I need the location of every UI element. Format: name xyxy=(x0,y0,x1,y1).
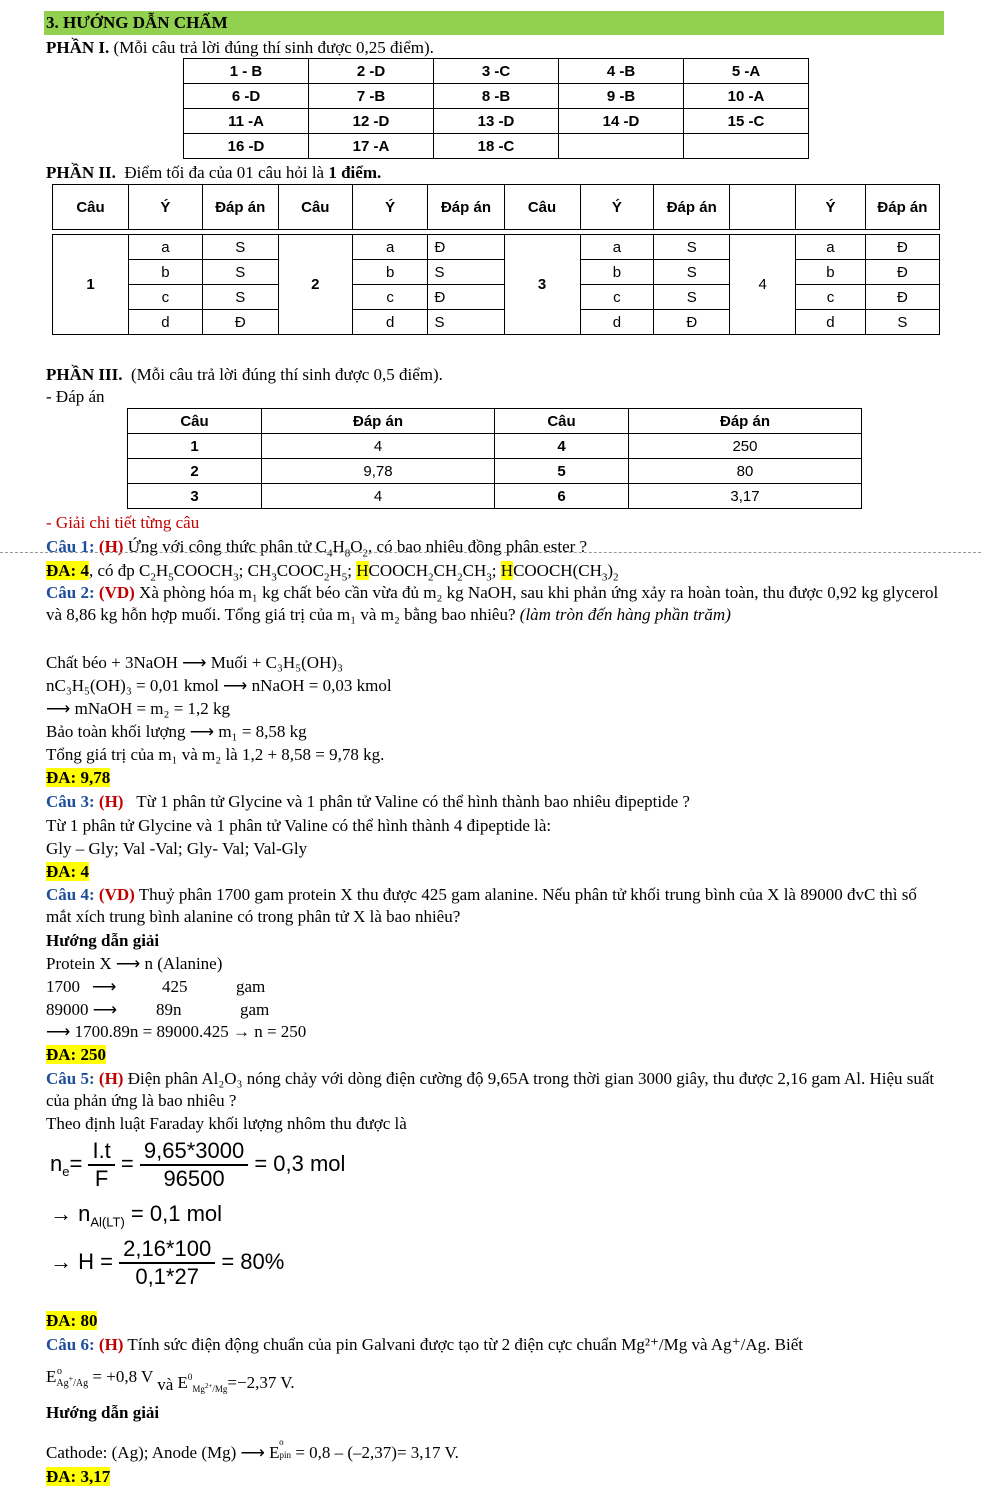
q5-ne-sub: e xyxy=(62,1164,70,1180)
part2-row xyxy=(53,260,940,285)
part3-label: PHẦN III. xyxy=(46,365,123,384)
part2-item-cell: d xyxy=(352,310,428,335)
part1-cell: 18 -C xyxy=(434,134,559,159)
q6-title: Câu 6: xyxy=(46,1335,95,1354)
q1-text-a: Ứng với công thức phân tử C xyxy=(127,537,327,556)
part3-row xyxy=(128,434,862,459)
part1-cell: 4 -B xyxy=(559,59,684,84)
q4-r1-arrow: ⟶ xyxy=(92,977,117,996)
part2-item-cell: b xyxy=(352,260,428,285)
part3-cell: 9,78 xyxy=(262,459,495,484)
part2-item-cell: a xyxy=(580,235,654,260)
part2-item-cell: b xyxy=(580,260,654,285)
part3-note: (Mỗi câu trả lời đúng thí sinh được 0,5 điểm). xyxy=(131,365,443,384)
part3-table xyxy=(127,408,862,509)
q4-line1: Protein X ⟶ n (Alanine) xyxy=(46,954,223,973)
part1-cell: 8 -B xyxy=(434,84,559,109)
part3-cell: 1 xyxy=(128,434,262,459)
section-title: 3. HƯỚNG DẪN CHẤM xyxy=(44,11,944,35)
q5-ne-symbol: n xyxy=(50,1150,63,1176)
part1-cell: 5 -A xyxy=(684,59,809,84)
part2-header: Đáp án xyxy=(428,185,504,230)
part3-header: Câu xyxy=(128,409,262,434)
q5-frac2 xyxy=(140,1138,248,1192)
q5-line1: Theo định luật Faraday khối lượng nhôm thu được là xyxy=(46,1114,407,1133)
part3-cell: 2 xyxy=(128,459,262,484)
q4-guide: Hướng dẫn giải xyxy=(46,931,160,950)
part2-question-cell: 1 xyxy=(53,235,129,335)
part2-item-cell: c xyxy=(580,285,654,310)
part3-cell: 6 xyxy=(494,484,628,509)
q2-answer: ĐA: 9,78 xyxy=(46,768,111,787)
q3-title: Câu 3: xyxy=(46,792,95,811)
part1-cell: 16 -D xyxy=(184,134,309,159)
q4-level: (VD) xyxy=(98,885,135,904)
part3-row xyxy=(128,459,862,484)
q3-answer-wrap xyxy=(46,861,89,883)
q6-potentials: E o $_{Ag^+/Ag}$ = +0,8 V và $E^0_{Mg^{2+}/Mg}=-2,37$ V. xyxy=(46,1366,295,1395)
q5-frac2-num: 9,65*3000 xyxy=(140,1138,248,1166)
q2-line1: Chất béo + 3NaOH ⟶ Muối + C₃H₅(OH)₃ xyxy=(46,653,343,672)
q6-e-ag: = +0,8 V xyxy=(92,1367,153,1386)
detail-label: - Giải chi tiết từng câu xyxy=(46,513,200,532)
part1-cell: 13 -D xyxy=(434,109,559,134)
q5-nal-sub: Al(LT) xyxy=(90,1214,125,1230)
part2-header: Đáp án xyxy=(202,185,278,230)
part2-item-cell: d xyxy=(796,310,866,335)
part2-answer-cell: S xyxy=(654,285,730,310)
part2-header: Câu xyxy=(53,185,129,230)
part1-cell: 14 -D xyxy=(559,109,684,134)
q4-text: Thuỷ phân 1700 gam protein X thu được 425 gam alanine. Nếu phân tử khối trung bình của X là 89000 đvC thì số mắt xích trung bình alanine có trong phân tử X là bao nhiêu? xyxy=(46,885,917,926)
q6-cathode: Cathode: (Ag); Anode (Mg) ⟶ xyxy=(46,1443,265,1462)
part2-header: Ý xyxy=(580,185,654,230)
part3-row xyxy=(128,484,862,509)
part2-note-bold: 1 điểm. xyxy=(328,163,382,182)
part2-answer-cell: Đ xyxy=(202,310,278,335)
part2-item-cell: b xyxy=(129,260,203,285)
part3-header: Đáp án xyxy=(262,409,495,434)
part3-cell: 4 xyxy=(494,434,628,459)
q4-r2-product: 89n xyxy=(156,1000,182,1019)
part3-cell: 5 xyxy=(494,459,628,484)
part1-cell: 2 -D xyxy=(309,59,434,84)
part1-cell: 12 -D xyxy=(309,109,434,134)
dashed-divider xyxy=(0,552,981,553)
part1-label: PHẦN I. xyxy=(46,38,110,57)
part1-row xyxy=(184,134,809,159)
q6-emf: = 0,8 – (–2,37)= 3,17 V. xyxy=(295,1443,459,1462)
q5-formula-ne: $n_e=$ $\frac{I.t}{F}$ = $\frac{9,65*3000}{96500}$ = 0,3 mol xyxy=(50,1138,346,1191)
part2-answer-cell: S xyxy=(428,310,504,335)
part2-answer-cell: Đ xyxy=(865,235,939,260)
q5-h-result: = 80% xyxy=(221,1248,285,1274)
part1-cell: 3 -C xyxy=(434,59,559,84)
part2-label: PHẦN II. xyxy=(46,163,116,182)
part2-answer-cell: Đ xyxy=(865,260,939,285)
part2-answer-cell: S xyxy=(202,285,278,310)
q1-level: (H) xyxy=(98,537,124,556)
part1-cell: 9 -B xyxy=(559,84,684,109)
q2-answer-wrap xyxy=(46,767,110,789)
part1-cell: 17 -A xyxy=(309,134,434,159)
part2-header: Câu xyxy=(278,185,352,230)
part2-item-cell: c xyxy=(352,285,428,310)
q5-nal-result: = 0,1 mol xyxy=(130,1201,223,1226)
part2-header: Câu xyxy=(504,185,580,230)
part3-cell: 80 xyxy=(628,459,861,484)
q3-text: Từ 1 phân tử Glycine và 1 phân tử Valine có thể hình thành bao nhiêu đipeptide ? xyxy=(136,792,690,811)
part2-item-cell: c xyxy=(796,285,866,310)
q2-note: (làm tròn đến hàng phần trăm) xyxy=(519,605,731,624)
part1-cell: 1 - B xyxy=(184,59,309,84)
q1-question: Câu 1: (H) Ứng với công thức phân tử $C_4H_8O_2$, có bao nhiêu đồng phân ester ? xyxy=(46,537,588,560)
q5-answer-wrap xyxy=(46,1310,97,1332)
q6-question xyxy=(46,1334,803,1356)
part1-cell: 6 -D xyxy=(184,84,309,109)
part2-answer-cell: S xyxy=(202,260,278,285)
q5-answer: ĐA: 80 xyxy=(46,1311,98,1330)
q5-frac1-num: I.t xyxy=(88,1138,114,1166)
q3-line2: Gly – Gly; Val -Val; Gly- Val; Val-Gly xyxy=(46,839,308,858)
part2-item-cell: c xyxy=(129,285,203,310)
part2-answer-cell: Đ xyxy=(428,285,504,310)
part1-cell: 15 -C xyxy=(684,109,809,134)
q5-formula-h xyxy=(50,1236,284,1290)
q4-title: Câu 4: xyxy=(46,885,95,904)
q4-question xyxy=(46,884,941,928)
part1-row xyxy=(184,59,809,84)
q2-question xyxy=(46,582,941,626)
q6-guide: Hướng dẫn giải xyxy=(46,1403,160,1422)
part2-note: Điểm tối đa của 01 câu hỏi là xyxy=(124,163,325,182)
part1-cell: 10 -A xyxy=(684,84,809,109)
q4-r1-product: 425 xyxy=(162,977,188,996)
part2-heading xyxy=(46,162,381,184)
q5-frac3-num: 2,16*100 xyxy=(119,1236,215,1264)
q5-frac1 xyxy=(88,1138,114,1192)
part2-item-cell: a xyxy=(796,235,866,260)
q4-row1 xyxy=(46,976,266,998)
part2-question-cell: 4 xyxy=(730,235,796,335)
part1-row xyxy=(184,84,809,109)
part2-item-cell: d xyxy=(129,310,203,335)
q4-r1-mass: 1700 xyxy=(46,977,80,996)
q1-isomers-prefix: , có đp C xyxy=(88,561,151,580)
q1-answer-line: ĐA: 4, có đp $C_2H_5COOCH_3$; $CH_3COOC_2H_5$; $HCOOCH_2CH_2CH_3$; $HCOOCH(CH_3)_2$ xyxy=(46,561,619,584)
q5-h-symbol: → H = xyxy=(50,1248,113,1274)
q6-answer-wrap xyxy=(46,1466,110,1488)
part2-header: Ý xyxy=(796,185,866,230)
q6-text: Tính sức điện động chuẩn của pin Galvani được tạo từ 2 điện cực chuẩn Mg²⁺/Mg và Ag⁺/Ag. Biết xyxy=(127,1335,803,1354)
q2-text: Xà phòng hóa m₁ kg chất béo cần vừa đủ m₂ kg NaOH, sau khi phản ứng xảy ra hoàn toàn, thu được 0,92 kg glycerol và 8,86 kg hỗn hợp muối. Tổng giá trị của m₁ và m₂ bằng bao nhiêu? xyxy=(46,583,939,624)
part2-question-cell: 2 xyxy=(278,235,352,335)
part2-answer-cell: Đ xyxy=(865,285,939,310)
part3-cell: 4 xyxy=(262,484,495,509)
q5-frac3-den: 0,1*27 xyxy=(135,1264,199,1289)
part1-table xyxy=(183,58,809,159)
part2-item-cell: d xyxy=(580,310,654,335)
q5-frac3 xyxy=(119,1236,215,1290)
q4-answer: ĐA: 250 xyxy=(46,1045,106,1064)
q1-title: Câu 1: xyxy=(46,537,95,556)
part2-header: Đáp án xyxy=(865,185,939,230)
part2-answer-cell: S xyxy=(865,310,939,335)
q6-and: và xyxy=(157,1375,174,1394)
part2-header: Đáp án xyxy=(654,185,730,230)
q5-text: Điện phân Al₂O₃ nóng chảy với dòng điện cường độ 9,65A trong thời gian 3000 giây, thu được 2,16 gam Al. Hiệu suất của phản ứng là bao nhiêu ? xyxy=(46,1069,935,1110)
part3-heading xyxy=(46,364,443,386)
part2-table xyxy=(52,184,940,335)
q4-answer-wrap xyxy=(46,1044,106,1066)
part1-cell xyxy=(684,134,809,159)
q3-line1: Từ 1 phân tử Glycine và 1 phân tử Valine có thể hình thành 4 đipeptide là: xyxy=(46,816,552,835)
part1-note: (Mỗi câu trả lời đúng thí sinh được 0,25 điểm). xyxy=(113,38,434,57)
q1-answer: ĐA: 4 xyxy=(46,561,89,580)
q4-r2-mass: 89000 ⟶ xyxy=(46,1000,118,1019)
q6-answer: ĐA: 3,17 xyxy=(46,1467,111,1486)
part2-question-cell: 3 xyxy=(504,235,580,335)
q5-question xyxy=(46,1068,941,1112)
part2-row xyxy=(53,285,940,310)
part3-header: Câu xyxy=(494,409,628,434)
q5-title: Câu 5: xyxy=(46,1069,95,1088)
q5-frac2-den: 96500 xyxy=(163,1166,225,1191)
part3-cell: 3,17 xyxy=(628,484,861,509)
part2-header: Ý xyxy=(352,185,428,230)
q4-r2-unit: gam xyxy=(240,1000,270,1019)
q2-line5: Tổng giá trị của m₁ và m₂ là 1,2 + 8,58 = 9,78 kg. xyxy=(46,745,385,764)
part2-item-cell: b xyxy=(796,260,866,285)
q5-nal-symbol: → n xyxy=(50,1201,91,1226)
q3-question xyxy=(46,791,690,813)
q6-level: (H) xyxy=(98,1335,124,1354)
part2-item-cell: a xyxy=(352,235,428,260)
q2-title: Câu 2: xyxy=(46,583,95,602)
part3-header: Đáp án xyxy=(628,409,861,434)
q5-ne-result: = 0,3 mol xyxy=(254,1150,346,1176)
part2-row xyxy=(53,310,940,335)
part2-header: Ý xyxy=(129,185,203,230)
part2-answer-cell: Đ xyxy=(654,310,730,335)
part2-row xyxy=(53,235,940,260)
part2-answer-cell: S xyxy=(428,260,504,285)
q1-text-b: , có bao nhiêu đồng phân ester ? xyxy=(368,537,588,556)
part1-row xyxy=(184,109,809,134)
q5-level: (H) xyxy=(98,1069,124,1088)
part2-answer-cell: S xyxy=(202,235,278,260)
q4-row2 xyxy=(46,999,270,1021)
q5-formula-nal xyxy=(50,1201,222,1229)
q5-frac1-den: F xyxy=(94,1166,109,1191)
q4-r1-unit: gam xyxy=(236,977,266,996)
q2-level: (VD) xyxy=(98,583,135,602)
part1-cell: 7 -B xyxy=(309,84,434,109)
part1-heading xyxy=(46,37,434,59)
q2-line2: nC₃H₅(OH)₃ = 0,01 kmol ⟶ nNaOH = 0,03 kmol xyxy=(46,676,392,695)
q6-e-mg: =−2,37 V. xyxy=(227,1373,295,1392)
part2-header xyxy=(730,185,796,230)
q3-level: (H) xyxy=(98,792,124,811)
part1-cell xyxy=(559,134,684,159)
part1-cell: 11 -A xyxy=(184,109,309,134)
part3-cell: 4 xyxy=(262,434,495,459)
part2-item-cell: a xyxy=(129,235,203,260)
part2-answer-cell: S xyxy=(654,235,730,260)
q4-line4: ⟶ 1700.89n = 89000.425 → n = 250 xyxy=(46,1022,307,1041)
q2-line3: ⟶ mNaOH = m₂ = 1,2 kg xyxy=(46,699,231,718)
part3-answer-label: - Đáp án xyxy=(46,387,105,406)
part3-cell: 250 xyxy=(628,434,861,459)
part3-cell: 3 xyxy=(128,484,262,509)
q3-answer: ĐA: 4 xyxy=(46,862,89,881)
part2-answer-cell: S xyxy=(654,260,730,285)
part2-answer-cell: Đ xyxy=(428,235,504,260)
q6-cell-line: Cathode: (Ag); Anode (Mg) ⟶ E o $_{pin}$ = 0,8 – (–2,37)= 3,17 V. xyxy=(46,1437,459,1462)
q2-line4: Bảo toàn khối lượng ⟶ m₁ = 8,58 kg xyxy=(46,722,307,741)
